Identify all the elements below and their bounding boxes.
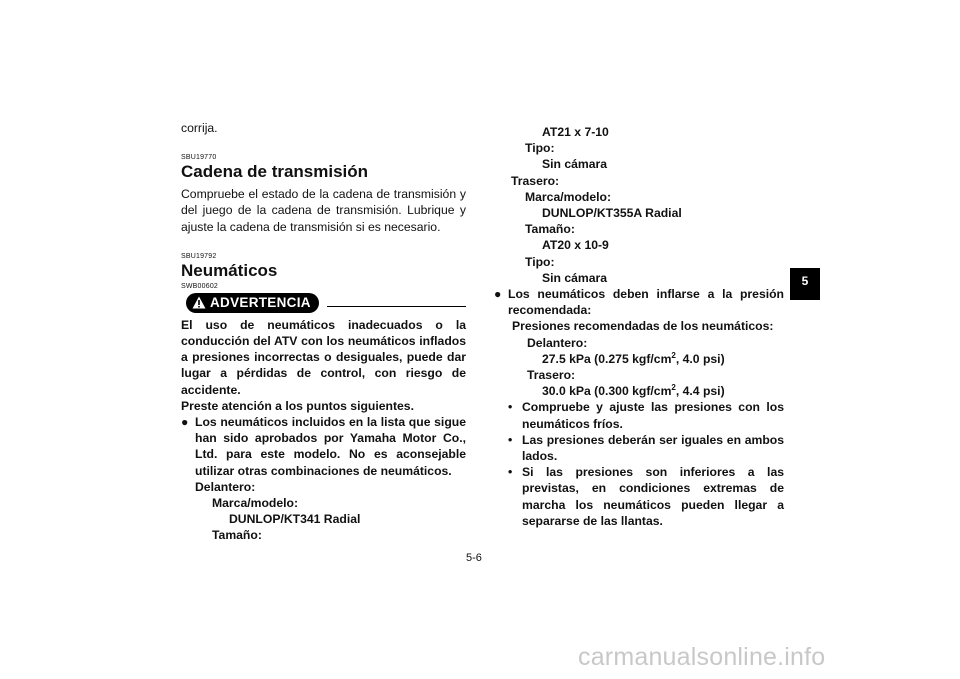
sub-bullet-text: Si las presiones son inferiores a las previstas, en condiciones extremas de marcha los neumáticos pueden llegar a separarse de las llantas.	[522, 465, 784, 528]
heading-neumaticos: Neumáticos	[181, 260, 278, 280]
page-number: 5-6	[466, 552, 482, 564]
front-size-value: AT21 x 7-10	[542, 125, 609, 139]
heading-cadena: Cadena de transmisión	[181, 162, 369, 182]
rear-type-value: Sin cámara	[542, 270, 608, 285]
rear-size-value: AT20 x 10-9	[542, 238, 609, 253]
rear-brand-value: DUNLOP/KT355A Radial	[542, 206, 682, 221]
warning-text: El uso de neumáticos inadecuados o la conducción del ATV con los neumáticos inflados a presiones incorrectas o desiguales, puede dar lugar a pérdidas de control, con riesgo de accidente.	[181, 317, 466, 397]
rear-label: Trasero:	[511, 173, 560, 188]
front-label: Delantero:	[195, 479, 256, 494]
bullet-text: Los neumáticos incluidos en la lista que sigue han sido aprobados por Yamaha Motor Co., Ltd. para este modelo. No es aconsejable utilizar otras combinaciones de neumáticos.	[195, 415, 466, 478]
sub-bullet-icon: •	[508, 432, 513, 447]
size-label: Tamaño:	[525, 222, 575, 237]
paragraph-cadena: Compruebe el estado de la cadena de transmisión y del juego de la cadena de transmisión. Lubrique y ajuste la cadena de transmisión si es necesario.	[181, 187, 466, 234]
size-label: Tamaño:	[212, 528, 262, 543]
bullet-item	[181, 414, 466, 479]
rear-pressure: 30.0 kPa (0.300 kgf/$cm^2$, 4.4 psi)	[542, 383, 725, 399]
sub-bullet-item	[494, 399, 784, 431]
front-brand-value: DUNLOP/KT341 Radial	[229, 512, 361, 527]
chapter-tab: 5	[790, 268, 820, 300]
continued-text: corrija.	[181, 121, 218, 135]
warning-badge	[186, 293, 319, 313]
sub-bullet-text: Las presiones deberán ser iguales en ambos lados.	[522, 432, 784, 464]
sub-bullet-text: Compruebe y ajuste las presiones con los neumáticos fríos.	[522, 400, 784, 431]
warning-rule	[327, 306, 466, 307]
section-code: SBU19770	[181, 154, 217, 162]
front-type-value: Sin cámara	[542, 157, 608, 172]
sub-bullet-icon: •	[508, 400, 513, 415]
sub-bullet-icon: •	[508, 465, 513, 480]
front-pressure: 27.5 kPa (0.275 kgf/$cm^2$, 4.0 psi)	[542, 350, 725, 366]
warning-label: ADVERTENCIA	[210, 295, 311, 311]
type-label: Tipo:	[525, 141, 555, 156]
bullet-item	[494, 286, 784, 318]
sub-bullet-item	[494, 464, 784, 529]
sub-bullet-item	[494, 432, 784, 464]
bullet-icon: ●	[494, 287, 502, 302]
section-code: SBU19792	[181, 252, 217, 260]
brand-label: Marca/modelo:	[525, 189, 612, 204]
left-column	[181, 120, 466, 544]
front-label: Delantero:	[527, 335, 588, 350]
pressures-label: Presiones recomendadas de los neumáticos:	[512, 319, 774, 334]
warning-triangle-icon	[192, 296, 206, 309]
bullet-icon: ●	[181, 415, 189, 430]
attention-text: Preste atención a los puntos siguientes.	[181, 398, 414, 413]
bullet-text: Los neumáticos deben inflarse a la presión recomendada:	[508, 287, 784, 318]
brand-label: Marca/modelo:	[212, 496, 299, 511]
right-column	[494, 124, 784, 529]
rear-label: Trasero:	[527, 368, 576, 383]
watermark: carmanualsonline.info	[578, 643, 826, 671]
warning-header	[181, 293, 466, 313]
type-label: Tipo:	[525, 254, 555, 269]
warning-code: SWB00602	[181, 282, 219, 290]
